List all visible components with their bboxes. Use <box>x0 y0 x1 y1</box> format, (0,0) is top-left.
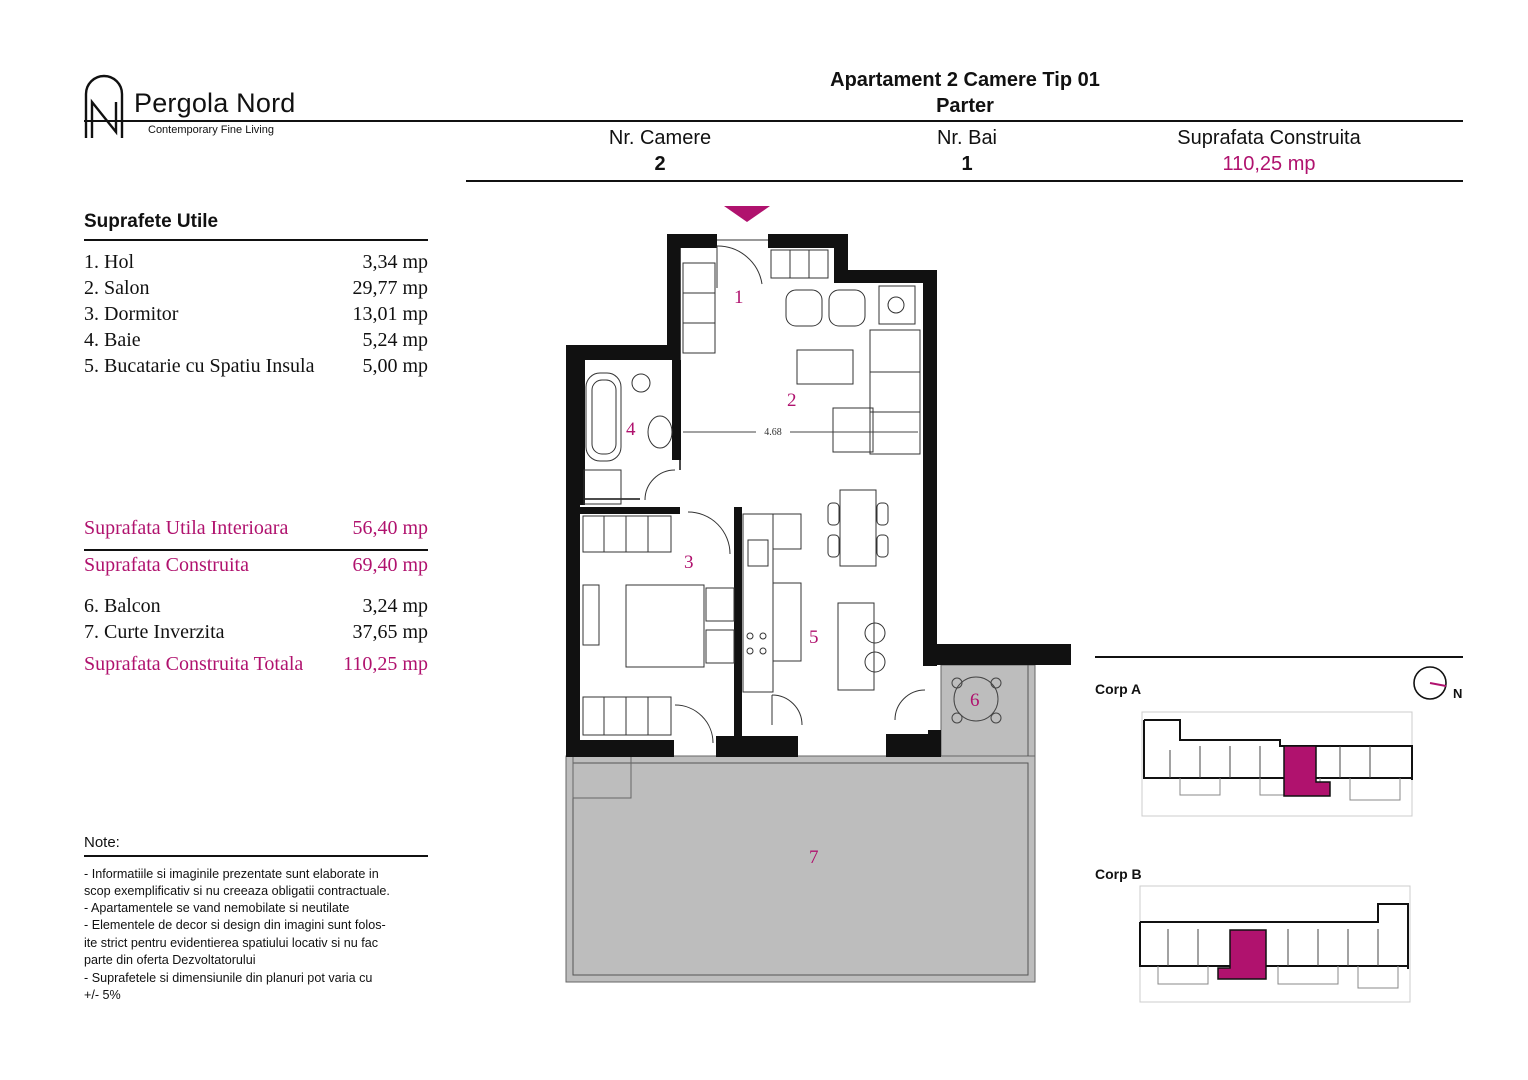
room-area: 13,01 mp <box>352 303 428 325</box>
entrance-marker-icon <box>724 206 770 222</box>
balcony-area <box>941 665 1035 756</box>
keyplan-rule <box>1095 656 1463 658</box>
corp-b-label: Corp B <box>1095 866 1142 882</box>
corp-b-keyplan <box>1138 884 1413 1004</box>
extra-area: 3,24 mp <box>362 595 428 617</box>
room-area: 5,00 mp <box>362 355 428 377</box>
interior-area-value: 56,40 mp <box>352 517 428 539</box>
brand-tagline: Contemporary Fine Living <box>148 124 274 136</box>
corp-a-label: Corp A <box>1095 681 1142 697</box>
note-line: - Elementele de decor si design din imagini sunt folos- <box>84 918 386 932</box>
rooms-count-value: 2 <box>654 153 666 175</box>
surfaces-title: Suprafete Utile <box>84 211 219 232</box>
room-name: 1. Hol <box>84 251 134 273</box>
room-number: 3 <box>684 552 694 573</box>
note-line: parte din oferta Dezvoltatorului <box>84 953 256 967</box>
built-area-label: Suprafata Construita <box>1177 127 1361 149</box>
room-name: 2. Salon <box>84 277 150 299</box>
room-name: 4. Baie <box>84 329 141 351</box>
north-compass-icon <box>1412 666 1452 702</box>
interior-area-name: Suprafata Utila Interioara <box>84 517 289 539</box>
room-number: 2 <box>787 390 797 411</box>
total-area-value: 110,25 mp <box>343 653 428 675</box>
floor-subtitle: Parter <box>936 95 994 117</box>
note-line: - Apartamentele se vand nemobilate si neutilate <box>84 901 350 915</box>
north-label: N <box>1453 686 1463 701</box>
room-area: 29,77 mp <box>352 277 428 299</box>
room-area: 5,24 mp <box>362 329 428 351</box>
built-area-amount: 69,40 mp <box>352 554 428 576</box>
bath-count-label: Nr. Bai <box>936 127 998 149</box>
extra-area: 37,65 mp <box>352 621 428 643</box>
room-number: 4 <box>626 419 636 440</box>
extra-name: 7. Curte Inverzita <box>84 621 225 643</box>
note-line: scop exemplificativ si nu creeaza obligatii contractuale. <box>84 884 390 898</box>
total-area-name: Suprafata Construita Totala <box>84 653 304 675</box>
note-line: - Suprafetele si dimensiunile din planuri pot varia cu <box>84 971 373 985</box>
rooms-count-label: Nr. Camere <box>608 127 712 149</box>
brand-name: Pergola Nord <box>134 88 296 118</box>
note-line: - Informatiile si imaginile prezentate sunt elaborate in <box>84 867 379 881</box>
note-line: +/- 5% <box>84 988 121 1002</box>
room-number: 6 <box>970 690 980 711</box>
room-area: 3,34 mp <box>362 251 428 273</box>
notes-title: Note: <box>84 834 120 851</box>
terrace-area <box>566 756 1035 982</box>
corp-a-keyplan <box>1140 710 1415 820</box>
note-line: ite strict pentru evidentierea spatiului locativ si nu fac <box>84 936 379 950</box>
built-area-name: Suprafata Construita <box>84 554 249 576</box>
room-number: 7 <box>809 847 819 868</box>
room-name: 5. Bucatarie cu Spatiu Insula <box>84 355 315 377</box>
room-number: 1 <box>734 287 744 308</box>
room-name: 3. Dormitor <box>84 303 179 325</box>
built-area-value: 110,25 mp <box>1222 153 1316 175</box>
room-number: 5 <box>809 627 819 648</box>
bath-count-value: 1 <box>961 153 973 175</box>
extra-name: 6. Balcon <box>84 595 161 617</box>
dimension-label: 4.68 <box>764 427 782 438</box>
apartment-title: Apartament 2 Camere Tip 01 <box>830 69 1100 91</box>
